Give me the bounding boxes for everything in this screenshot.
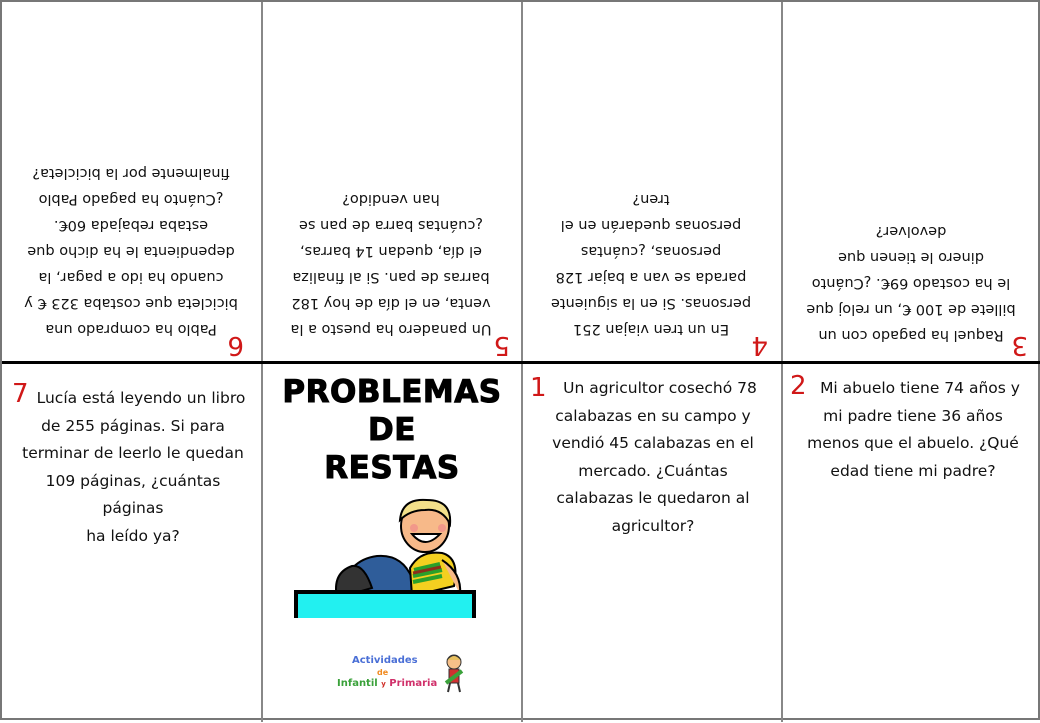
- problem-text: Lucía está leyendo un libro de 255 páginas. Si para terminar de leerlo le quedan 109 páginas, ¿cuántas páginas ha leído ya?: [22, 389, 246, 545]
- problem-number: 4: [751, 330, 768, 360]
- problem-number: 7: [12, 379, 29, 409]
- problem-card-7: [2, 363, 262, 723]
- problem-text: Pablo ha comprado una bicicleta que costaba 323 € y cuando ha ido a pagar, la dependienta le ha dicho que estaba rebajada 60€. ¿Cuánto ha pagado Pablo finalmente por la bicicleta?: [24, 165, 238, 337]
- problem-text: Mi abuelo tiene 74 años y mi padre tiene 36 años menos que el abuelo. ¿Qué edad tiene mi padre?: [807, 379, 1020, 480]
- problem-number: 5: [493, 330, 510, 360]
- problem-text: En un tren viajan 251 personas. Si en la siguiente parada se van a bajar 128 personas, ¿cuántas personas quedarán en el tren?: [550, 191, 752, 337]
- girl-mascot-icon: [442, 653, 466, 693]
- problem-card-6: [2, 2, 262, 362]
- problem-text: Un panadero ha puesto a la venta, en el día de hoy 182 barras de pan. Si al finaliza el día, quedan 14 barras, ¿cuántas barra de pan se han vendido?: [290, 191, 492, 337]
- problem-number: 6: [227, 330, 244, 360]
- problem-number: 3: [1011, 330, 1028, 360]
- problem-card-1: [522, 363, 782, 723]
- child-on-box-illustration: [292, 498, 492, 618]
- problem-card-5: [262, 2, 522, 362]
- problem-text: Raquel ha pagado con un billete de 100 €, un reloj que le ha costado 69€. ¿Cuánto dinero le tienen que devolver?: [806, 223, 1016, 343]
- problem-number: 2: [790, 371, 807, 401]
- cover-card: [262, 363, 522, 723]
- problem-card-2: [782, 363, 1040, 723]
- problem-text: Un agricultor cosechó 78 calabazas en su campo y vendió 45 calabazas en el mercado. ¿Cuántas calabazas le quedaron al agricultor?: [552, 379, 757, 535]
- problem-card-4: [522, 2, 782, 362]
- problem-card-3: [782, 2, 1040, 362]
- problem-number: 1: [530, 373, 547, 403]
- publisher-logo: Actividades de Infantil y Primaria: [337, 653, 467, 713]
- cover-title: PROBLEMAS DE RESTAS: [282, 374, 502, 486]
